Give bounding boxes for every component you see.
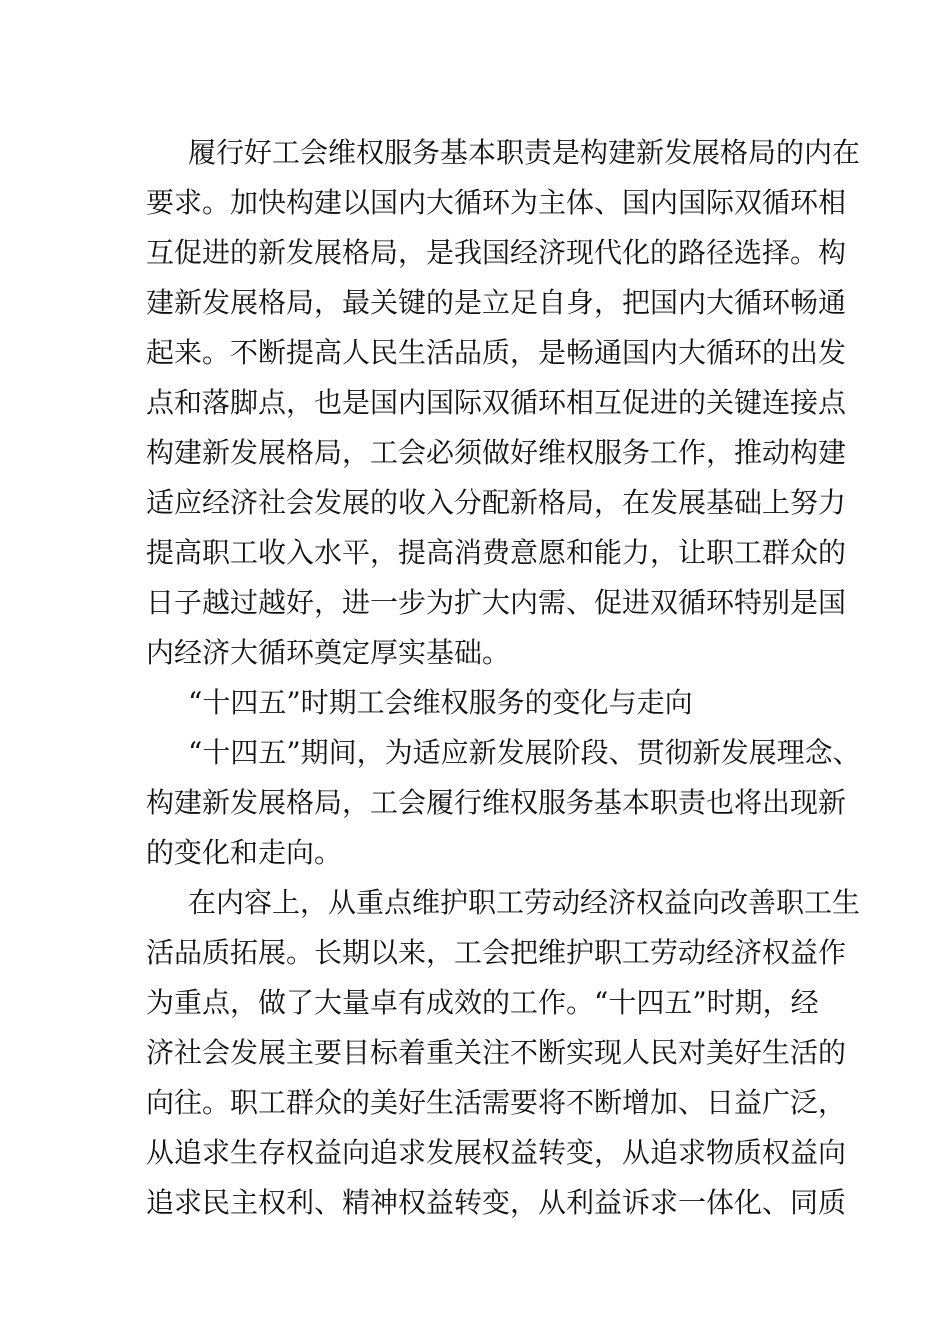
text-line: 日子越过越好，进一步为扩大内需、促进双循环特别是国 [146,586,847,619]
text-line: 向往。职工群众的美好生活需要将不断增加、日益广泛， [146,1086,847,1119]
text-line: 构建新发展格局，工会履行维权服务基本职责也将出现新 [146,786,847,819]
document-body [146,128,861,1228]
text-line: 提高职工收入水平，提高消费意愿和能力，让职工群众的 [146,536,847,569]
text-line: 构建新发展格局，工会必须做好维权服务工作，推动构建 [146,436,847,469]
text-line: 互促进的新发展格局，是我国经济现代化的路径选择。构 [146,236,847,269]
text-line: 建新发展格局，最关键的是立足自身，把国内大循环畅通 [146,286,847,319]
text-line: 起来。不断提高人民生活品质，是畅通国内大循环的出发 [146,336,847,369]
text-line: 的变化和走向。 [146,836,343,869]
text-line: 适应经济社会发展的收入分配新格局，在发展基础上努力 [146,486,847,519]
text-line: 为重点，做了大量卓有成效的工作。“十四五”时期，经 [146,986,819,1019]
text-line: 在内容上，从重点维护职工劳动经济权益向改善职工生 [188,886,861,919]
text-line: 内经济大循环奠定厚实基础。 [146,636,511,669]
text-line: 济社会发展主要目标着重关注不断实现人民对美好生活的 [146,1036,847,1069]
text-line: 要求。加快构建以国内大循环为主体、国内国际双循环相 [146,186,847,219]
text-line: 追求民主权利、精神权益转变，从利益诉求一体化、同质 [146,1186,847,1219]
text-line: “十四五”期间，为适应新发展阶段、贯彻新发展理念、 [188,736,861,769]
text-line: 活品质拓展。长期以来，工会把维护职工劳动经济权益作 [146,936,847,969]
text-line: 点和落脚点，也是国内国际双循环相互促进的关键连接点 [146,386,847,419]
section-heading: “十四五”时期工会维权服务的变化与走向 [188,686,693,719]
text-line: 履行好工会维权服务基本职责是构建新发展格局的内在 [188,136,861,169]
text-line: 从追求生存权益向追求发展权益转变，从追求物质权益向 [146,1136,847,1169]
